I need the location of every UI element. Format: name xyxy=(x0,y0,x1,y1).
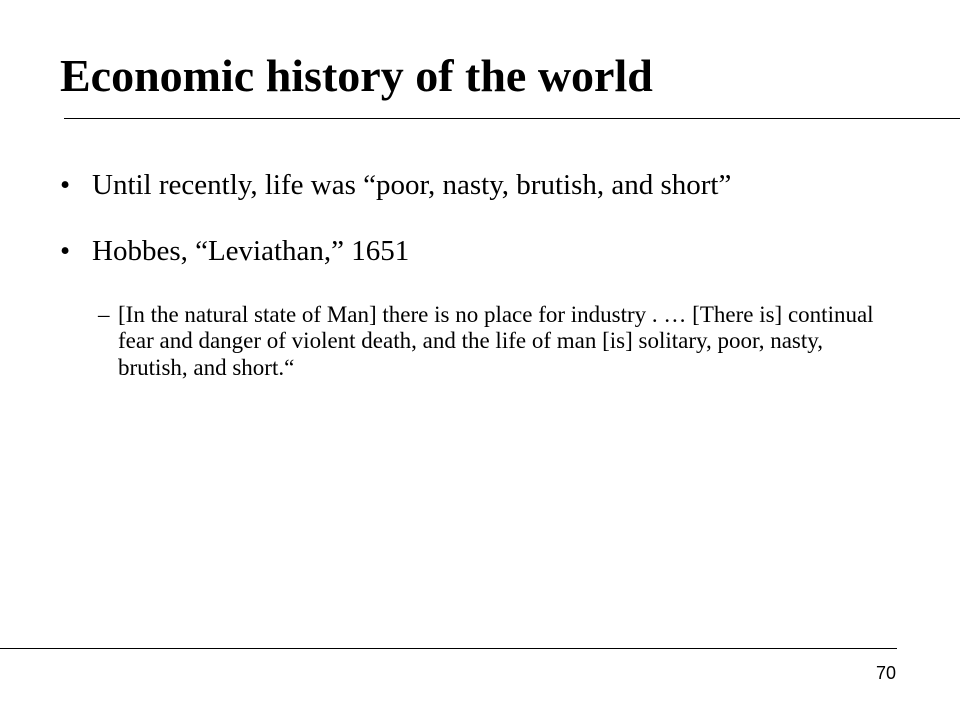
bullet-item xyxy=(60,234,920,269)
sub-bullet-text: [In the natural state of Man] there is no place for industry . … [There is] continual fear and danger of violent death, and the life of man [is] solitary, poor, nasty, brutish, and short.“ xyxy=(118,302,874,380)
page-number: 70 xyxy=(876,663,897,683)
bullet-marker: • xyxy=(60,169,71,201)
sub-bullet-quote xyxy=(98,302,878,381)
sub-bullet-marker: – xyxy=(98,302,110,327)
bullet-item xyxy=(60,168,920,203)
bullet-marker: • xyxy=(60,234,71,267)
bullet-text: Until recently, life was “poor, nasty, brutish, and short” xyxy=(92,169,732,201)
footer-divider xyxy=(0,648,897,649)
slide-title: Economic history of the world xyxy=(60,50,653,101)
bullet-list xyxy=(60,168,920,269)
bullet-text: Hobbes, “Leviathan,” 1651 xyxy=(92,234,410,267)
title-divider xyxy=(64,118,960,119)
